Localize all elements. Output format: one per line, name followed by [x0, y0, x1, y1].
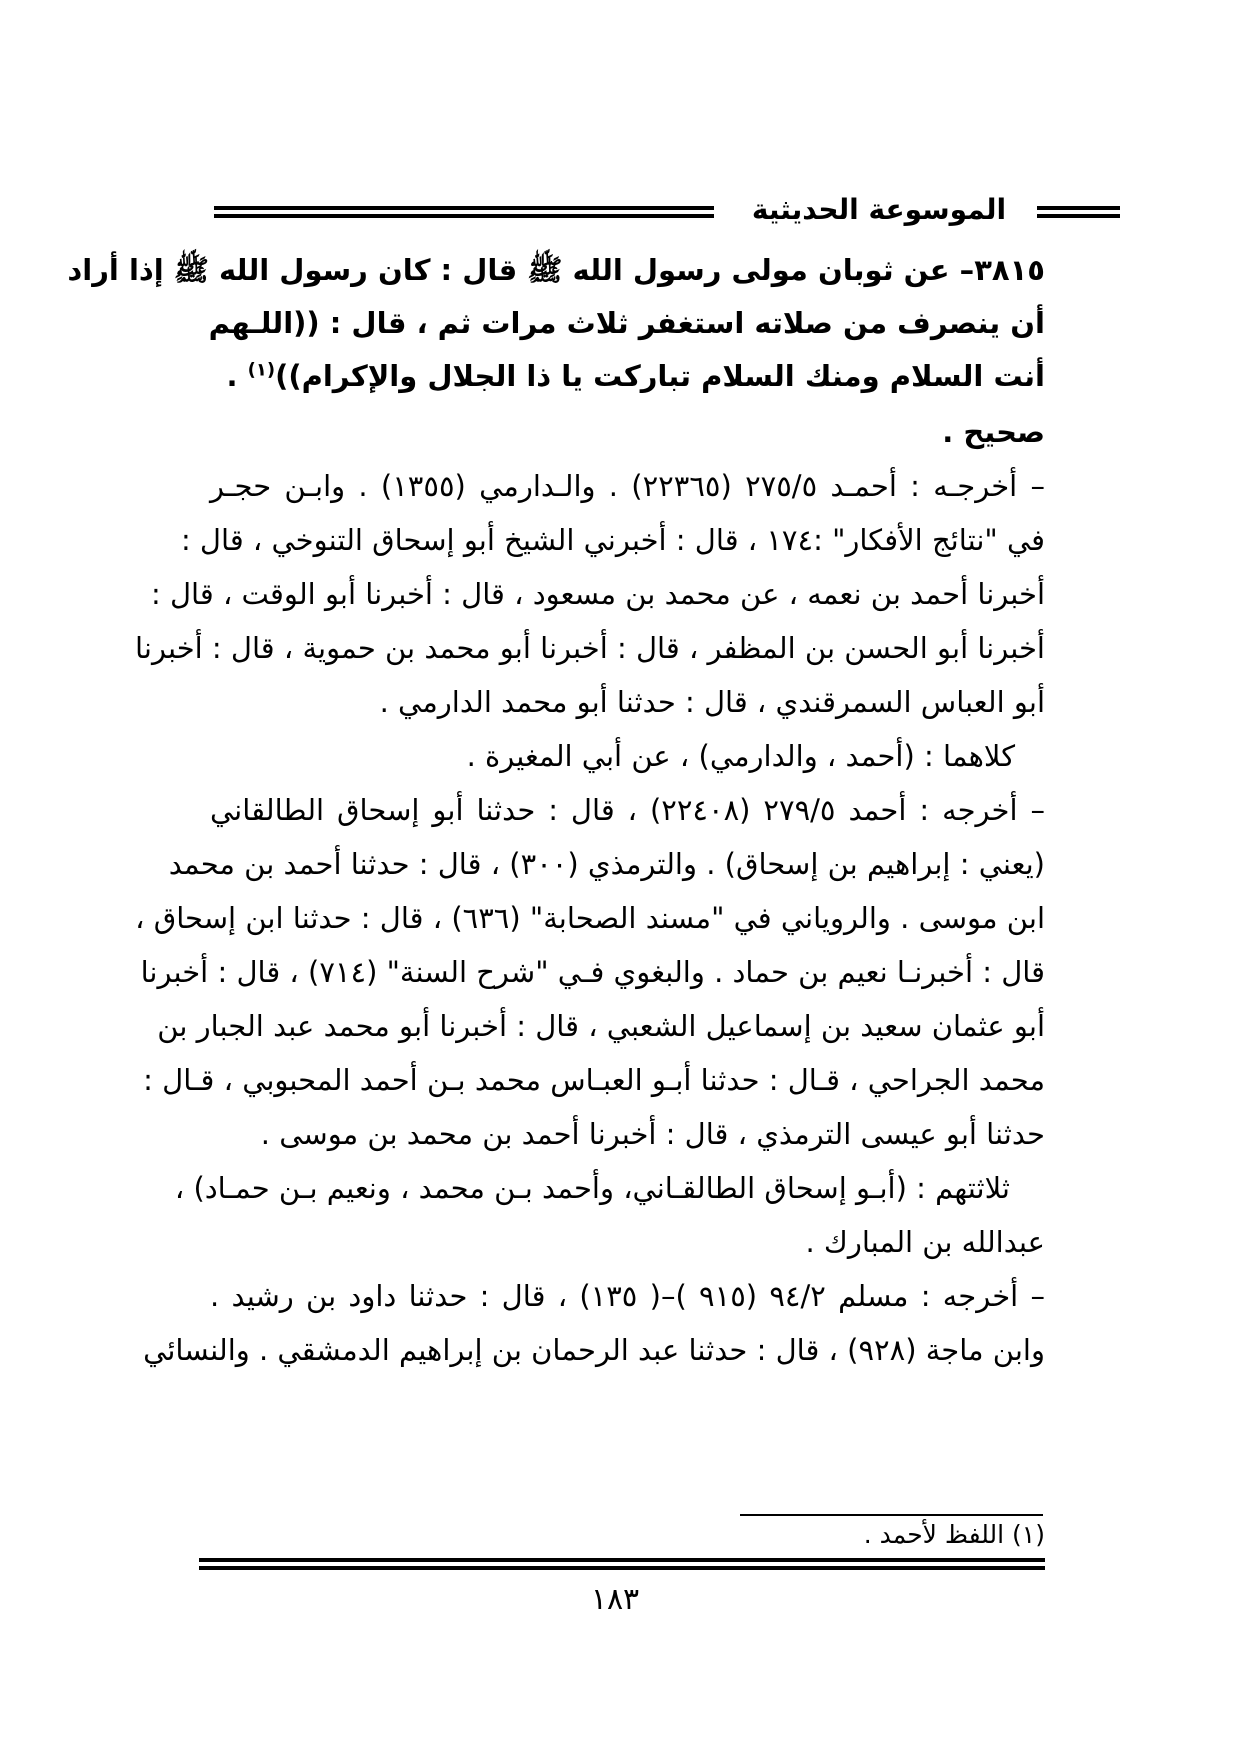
- takhrij-line-text: كلاهما : (أحمد ، والدارمي) ، عن أبي المغيرة .: [466, 739, 1015, 773]
- header-rule-right: [1037, 206, 1120, 210]
- takhrij-line: محمد الجراحي ، قـال : حدثنا أبـو العبـاس محمد بـن أحمد المحبوبي ، قـال :: [143, 1063, 1045, 1097]
- header-rule-right: [1037, 214, 1120, 218]
- footer-rule: [199, 1558, 1045, 1562]
- footnote: (١) اللفظ لأحمد .: [863, 1520, 1045, 1549]
- hadith-text-end: .: [226, 359, 248, 393]
- takhrij-line: في "نتائج الأفكار" :١٧٤ ، قال : أخبرني الشيخ أبو إسحاق التنوخي ، قال :: [180, 523, 1045, 557]
- hadith-grade: صحيح .: [942, 415, 1045, 449]
- takhrij-line: أبو العباس السمرقندي ، قال : حدثنا أبو محمد الدارمي .: [379, 685, 1045, 719]
- takhrij-line: عبدالله بن المبارك .: [805, 1225, 1045, 1259]
- takhrij-line: – أخرجـه : أحمـد ٢٧٥/٥ (٢٢٣٦٥) . والـدارمي (١٣٥٥) . وابـن حجـر: [210, 469, 1045, 503]
- takhrij-line: أخبرنا أحمد بن نعمه ، عن محمد بن مسعود ، قال : أخبرنا أبو الوقت ، قال :: [150, 577, 1045, 611]
- header-rule-left: [214, 214, 714, 218]
- footer-rule: [199, 1566, 1045, 1570]
- takhrij-line: أخبرنا أبو الحسن بن المظفر ، قال : أخبرنا أبو محمد بن حموية ، قال : أخبرنا: [135, 631, 1045, 665]
- takhrij-line: – أخرجه : أحمد ٢٧٩/٥ (٢٢٤٠٨) ، قال : حدثنا أبو إسحاق الطالقاني: [210, 793, 1045, 827]
- takhrij-line: ثلاثتهم : (أبـو إسحاق الطالقـاني، وأحمد بـن محمد ، ونعيم بـن حمـاد) ،: [174, 1171, 1010, 1205]
- takhrij-line: قال : أخبرنـا نعيم بن حماد . والبغوي فـي "شرح السنة" (٧١٤) ، قال : أخبرنا: [140, 955, 1045, 989]
- hadith-text-line-1: ٣٨١٥– عن ثوبان مولى رسول الله ﷺ قال : كان رسول الله ﷺ إذا أراد: [67, 253, 1045, 287]
- footnote-marker: (١): [247, 359, 276, 381]
- hadith-text-line-2: أن ينصرف من صلاته استغفر ثلاث مرات ثم ، قال : ((اللـهم: [208, 306, 1045, 340]
- page-number: ١٨٣: [590, 1582, 640, 1617]
- hadith-text: أنت السلام ومنك السلام تباركت يا ذا الجلال والإكرام)): [275, 359, 1045, 393]
- takhrij-line: [210, 736, 1045, 776]
- takhrij-line: وابن ماجة (٩٢٨) ، قال : حدثنا عبد الرحمان بن إبراهيم الدمشقي . والنسائي: [143, 1333, 1045, 1367]
- hadith-text-line-3: [210, 356, 1045, 396]
- takhrij-line: – أخرجه : مسلم ٩٤/٢ (٩١٥ )–( ١٣٥) ، قال : حدثنا داود بن رشيد .: [210, 1279, 1045, 1313]
- takhrij-line: أبو عثمان سعيد بن إسماعيل الشعبي ، قال : أخبرنا أبو محمد عبد الجبار بن: [157, 1009, 1045, 1043]
- takhrij-line: ابن موسى . والروياني في "مسند الصحابة" (٦٣٦) ، قال : حدثنا ابن إسحاق ،: [135, 901, 1045, 935]
- takhrij-line: (يعني : إبراهيم بن إسحاق) . والترمذي (٣٠٠) ، قال : حدثنا أحمد بن محمد: [168, 847, 1045, 881]
- takhrij-line: حدثنا أبو عيسى الترمذي ، قال : أخبرنا أحمد بن محمد بن موسى .: [260, 1117, 1045, 1151]
- running-header-title: الموسوعة الحديثية: [751, 193, 1007, 226]
- header-rule-left: [214, 206, 714, 210]
